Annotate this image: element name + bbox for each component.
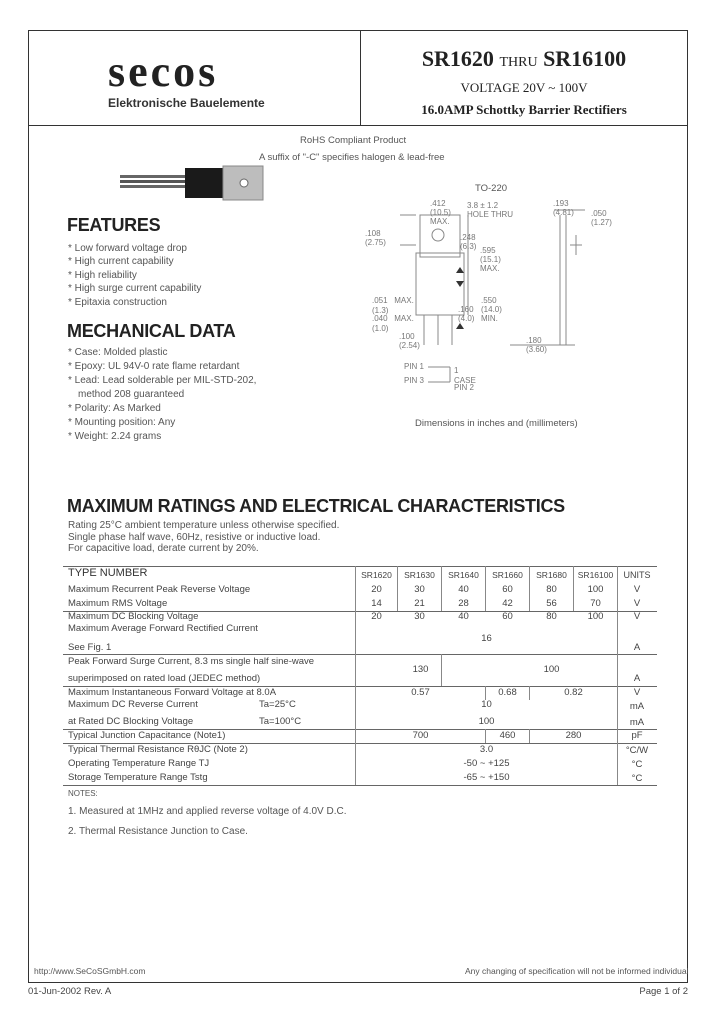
row-label: Maximum Average Forward Rectified Current [68,623,258,634]
table-unit: °C [631,759,643,770]
dim-040: .040 MAX. (1.0) [372,314,414,333]
table-cell: 0.68 [498,687,517,698]
dim-108: .108 (2.75) [365,229,386,247]
list-item: * Epitaxia construction [68,296,167,308]
part-to: SR16100 [543,46,627,71]
table-cell: -65 ~ +150 [463,772,510,783]
list-item: * Lead: Lead solderable per MIL-STD-202, [68,375,257,386]
list-item: * Weight: 2.24 grams [68,431,162,442]
row-label: Maximum RMS Voltage [68,598,168,609]
table-cell: 3.0 [479,744,494,755]
ratings-notes: Rating 25°C ambient temperature unless otherwise specified. Single phase half wave, 60Hz, resistive or inductive load. For capacitive load, derate current by 20%. [68,520,340,554]
page-number: Page 1 of 2 [639,986,688,997]
table-cell: 42 [502,598,513,609]
row-label: Peak Forward Surge Current, 8.3 ms single half sine-wave [68,656,315,667]
list-item: method 208 guaranteed [78,389,185,400]
list-item: * Low forward voltage drop [68,243,187,254]
list-item: * Mounting position: Any [68,417,176,428]
table-cell: 10 [481,699,492,710]
table-unit: A [633,673,641,684]
package-name: TO-220 [475,183,508,194]
dim-180: .180 (3.60) [526,336,547,354]
dim-193: .193 (4.81) [553,199,574,217]
row-label: Maximum Recurrent Peak Reverse Voltage [68,584,251,595]
col-header: SR1680 [536,570,567,580]
type-number-header: TYPE NUMBER [68,567,148,579]
table-cell: 20 [371,584,382,595]
row-label: Maximum DC Reverse Current [68,699,198,710]
list-item: * Case: Molded plastic [68,347,168,358]
table-cell: 60 [502,584,513,595]
col-header: SR1640 [448,570,479,580]
table-cell: 40 [458,584,469,595]
dim-100: .100 (2.54) [399,332,420,350]
table-unit: pF [631,730,643,741]
table-cell: 460 [499,730,516,741]
pin-1-label: PIN 1 [404,362,425,371]
component-image [110,160,270,205]
dim-550: .550 (14.0) MIN. [481,296,502,323]
voltage-range: VOLTAGE 20V ~ 100V [460,80,588,95]
row-label: Storage Temperature Range Tstg [68,772,208,783]
revision-date: 01-Jun-2002 Rev. A [28,986,112,997]
table-cell: 28 [458,598,469,609]
table-cell: 70 [590,598,601,609]
table-unit: V [633,584,641,595]
note-2: 2. Thermal Resistance Junction to Case. [68,826,248,837]
table-cell: 100 [587,611,604,622]
company-url[interactable]: http://www.SeCoSGmbH.com [34,966,146,976]
list-item: * High surge current capability [68,283,202,295]
row-label: Typical Junction Capacitance (Note1) [68,730,226,741]
table-unit: A [633,642,641,653]
company-tagline: Elektronische Bauelemente [108,96,265,110]
company-logo: secos [108,47,219,96]
dim-050: .050 (1.27) [591,209,612,227]
dim-412: .412 (10.5) MAX. [430,199,451,226]
list-item: * Epoxy: UL 94V-0 rate flame retardant [68,361,240,372]
row-label: Operating Temperature Range TJ [68,758,210,769]
table-cell: 280 [565,730,582,741]
table-cell: 0.57 [411,687,430,698]
row-condition: Ta=25°C [259,699,296,710]
col-header: SR16100 [577,570,614,580]
features-title: FEATURES [67,215,161,235]
table-cell: 21 [414,598,425,609]
col-header: SR1660 [492,570,523,580]
list-item: * Polarity: As Marked [68,403,161,414]
pin-2-label: PIN 2 [454,383,475,392]
dim-160: .160 (4.0) [458,305,475,323]
table-unit: °C/W [625,745,649,756]
table-cell: 100 [587,584,604,595]
suffix-note: A suffix of "-C" specifies halogen & lead-free [259,152,445,163]
mechanical-title: MECHANICAL DATA [67,321,236,341]
dim-248: .248 (6.3) [460,233,477,251]
table-unit: mA [629,701,645,712]
row-label: Typical Thermal Resistance RθJC (Note 2) [68,744,248,755]
part-from: SR1620 [421,46,494,71]
table-cell: 20 [371,611,382,622]
col-header: SR1630 [404,570,435,580]
table-cell: 100 [543,664,560,675]
row-label: Maximum DC Blocking Voltage [68,611,199,622]
units-header: UNITS [623,570,651,580]
table-cell: 30 [414,611,425,622]
pin-one-marker: 1 [454,366,459,375]
product-description: 16.0AMP Schottky Barrier Rectifiers [421,102,627,117]
table-cell: 130 [412,664,429,675]
header-bottom-rule [28,125,688,126]
rohs-note: RoHS Compliant Product [300,135,407,146]
dim-051: .051 MAX. (1.3) [372,296,414,315]
note-1: 1. Measured at 1MHz and applied reverse voltage of 4.0V D.C. [68,806,347,817]
notes-title: NOTES: [68,789,98,798]
spec-change-disclaimer: Any changing of specification will not be informed individual [465,966,689,976]
diode-symbol [428,362,458,388]
list-item: * High reliability [68,269,137,281]
dimensions-note: Dimensions in inches and (millimeters) [415,418,578,429]
table-cell: 700 [412,730,429,741]
case-label: CASE [454,376,476,385]
col-header: SR1620 [361,570,392,580]
mechanical-list [68,346,256,444]
row-label: superimposed on rated load (JEDEC method) [68,673,261,684]
table-unit: V [633,611,641,622]
row-label: at Rated DC Blocking Voltage [68,716,194,727]
table-rule [63,566,657,567]
features-list [68,242,201,309]
table-rule [63,785,657,786]
table-unit: mA [629,717,645,728]
ratings-title: MAXIMUM RATINGS AND ELECTRICAL CHARACTERISTICS [67,496,565,516]
part-thru: THRU [499,55,538,70]
table-cell: 14 [371,598,382,609]
table-unit: °C [631,773,643,784]
table-cell: 56 [546,598,557,609]
dim-595: .595 (15.1) MAX. [480,246,501,273]
pin-3-label: PIN 3 [404,376,425,385]
table-unit: V [633,598,641,609]
list-item: * High current capability [68,256,174,268]
part-title [360,46,688,72]
table-rule [63,654,657,655]
table-cell: 60 [502,611,513,622]
table-unit: V [633,687,641,698]
table-cell: -50 ~ +125 [463,758,510,769]
table-cell: 30 [414,584,425,595]
table-cell: 80 [546,611,557,622]
table-cell: 100 [478,716,495,727]
table-cell: 0.82 [564,687,583,698]
row-label: Maximum Instantaneous Forward Voltage at 8.0A [68,687,277,698]
row-label: See Fig. 1 [68,642,112,653]
table-cell: 40 [458,611,469,622]
dim-hole: 3.8 ± 1.2 HOLE THRU [467,201,514,219]
table-cell: 80 [546,584,557,595]
table-cell: 16 [481,633,492,644]
row-condition: Ta=100°C [259,716,302,727]
